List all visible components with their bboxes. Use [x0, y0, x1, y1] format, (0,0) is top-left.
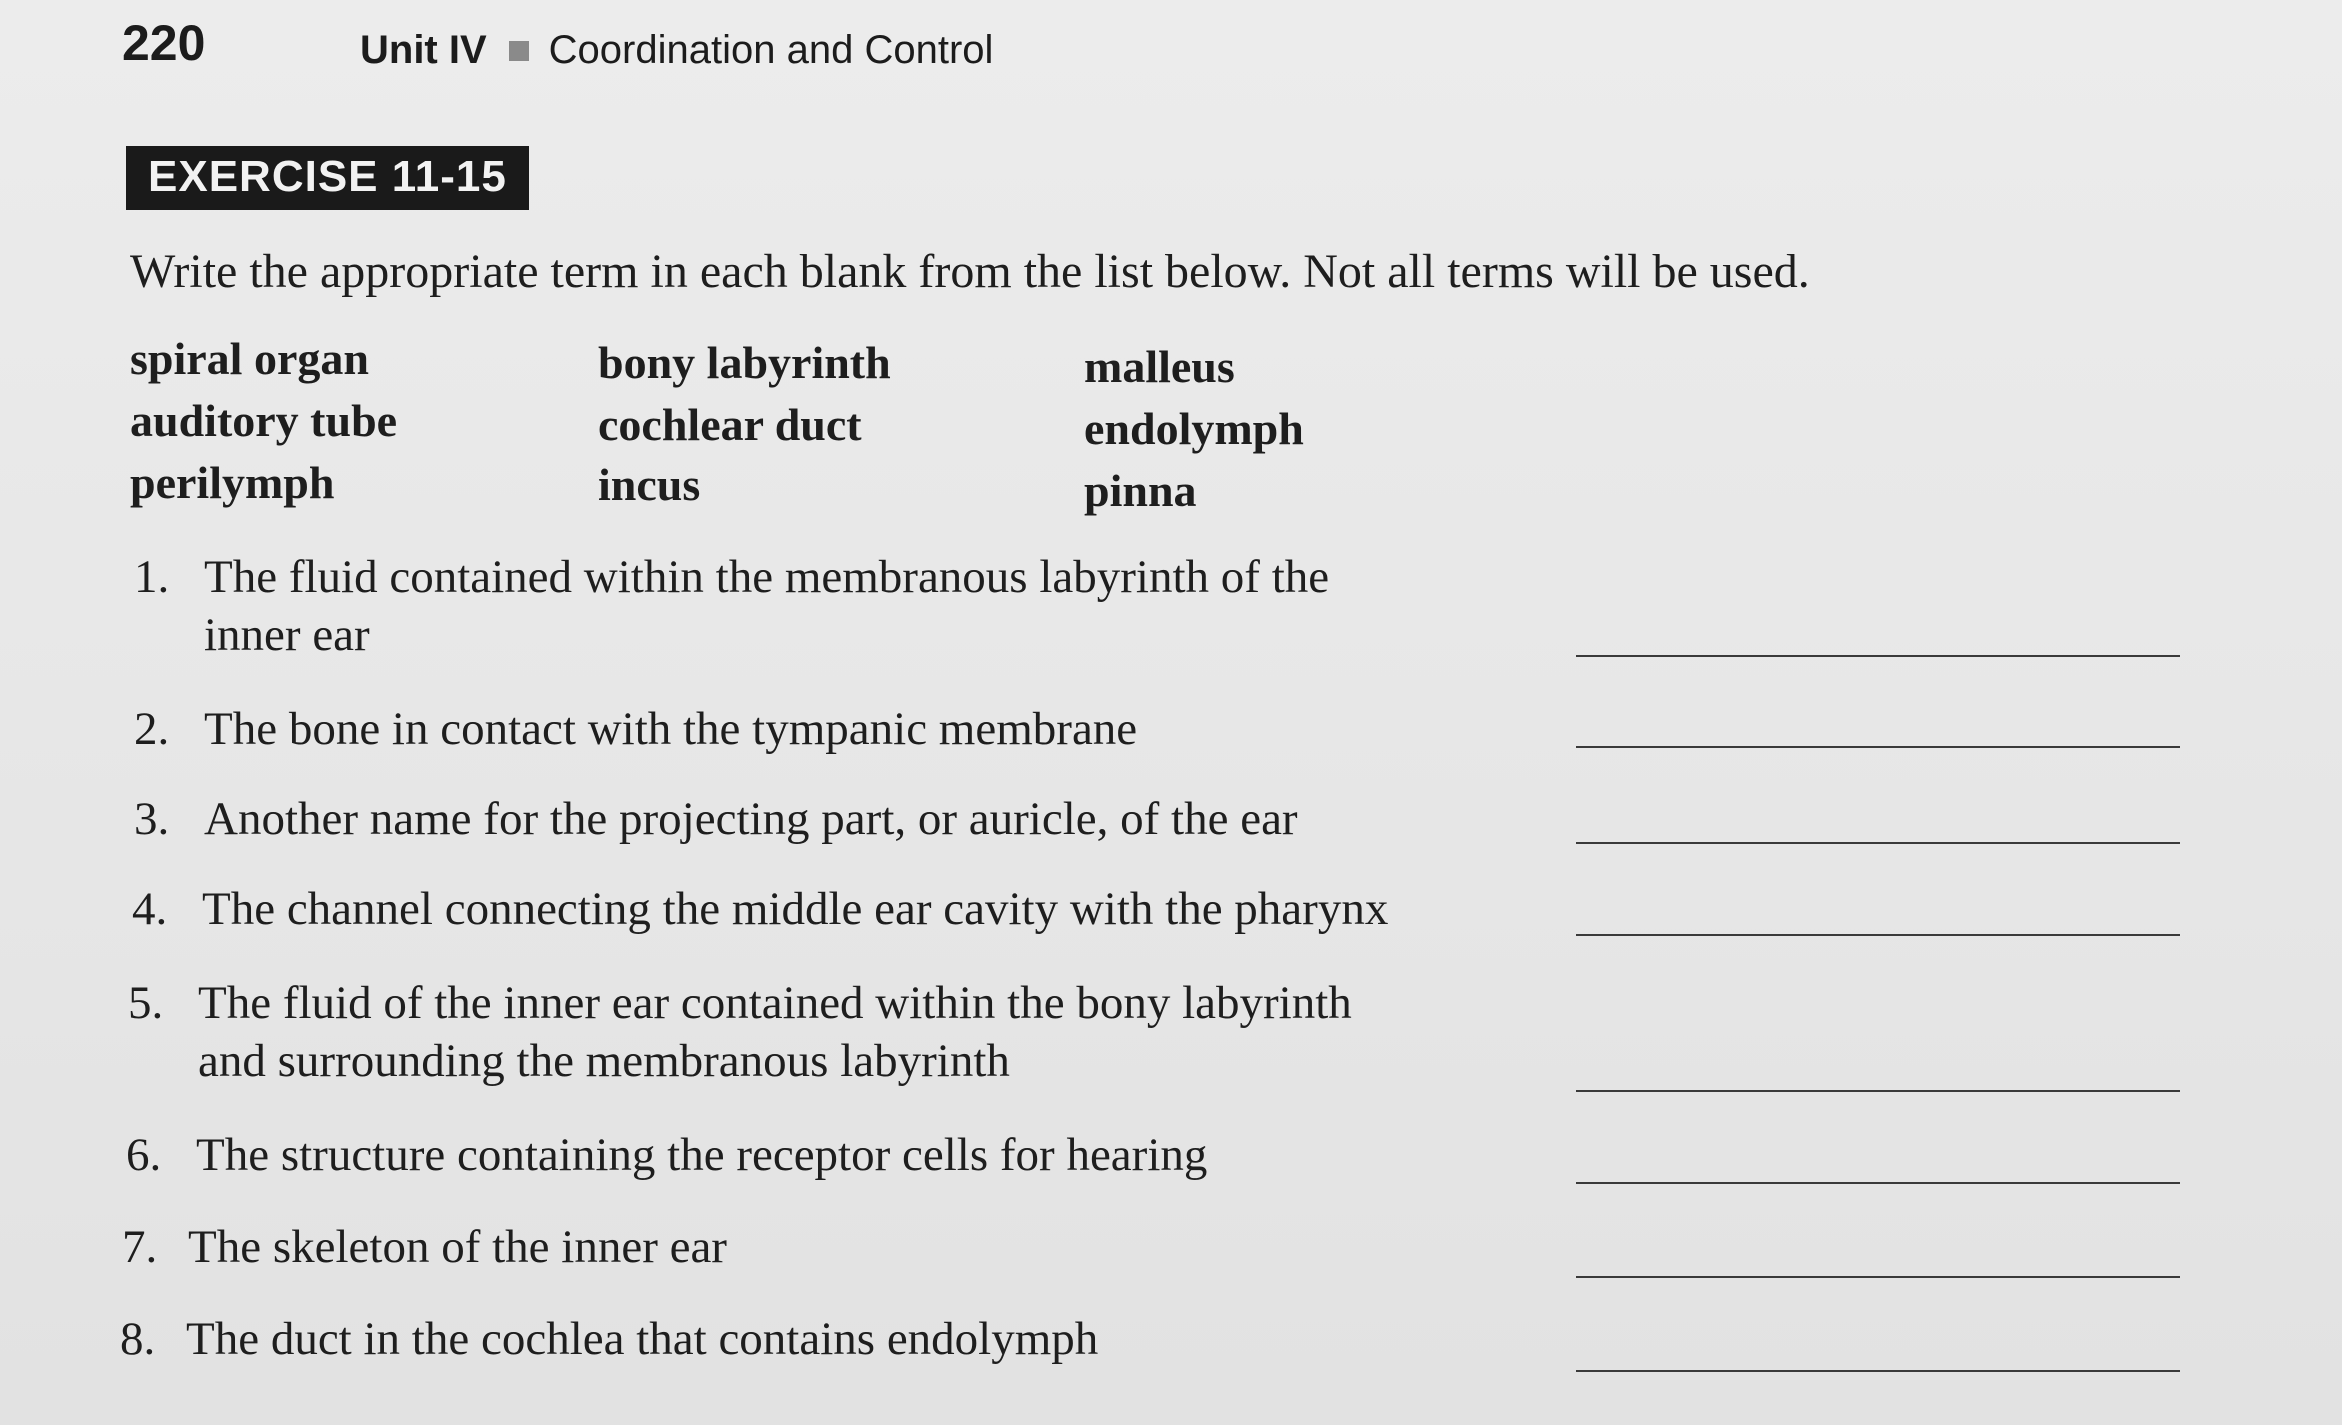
question-number: 3.: [134, 793, 170, 845]
square-bullet-icon: [509, 41, 529, 61]
term-incus: incus: [598, 459, 701, 510]
question-number: 6.: [126, 1129, 162, 1181]
term-endolymph: endolymph: [1084, 403, 1304, 454]
term-cochlear-duct: cochlear duct: [598, 399, 862, 450]
question-text: The fluid of the inner ear contained within the bony labyrinth: [198, 977, 1352, 1029]
term-auditory-tube: auditory tube: [130, 395, 398, 446]
question-item: [126, 1126, 1207, 1184]
question-item: [132, 880, 1388, 938]
running-head: [360, 28, 993, 73]
question-number: 4.: [132, 883, 168, 935]
question-item: [134, 700, 1137, 758]
question-item: [134, 790, 1298, 848]
question-text: The channel connecting the middle ear cavity with the pharynx: [202, 883, 1389, 935]
answer-blank-5[interactable]: [1576, 1090, 2180, 1092]
question-item: [122, 1218, 727, 1276]
term-malleus: malleus: [1084, 341, 1235, 392]
question-number: 8.: [120, 1313, 156, 1365]
question-text-continued: and surrounding the membranous labyrinth: [198, 1035, 1010, 1087]
question-text: The structure containing the receptor cells for hearing: [196, 1129, 1208, 1181]
section-title: Coordination and Control: [548, 28, 994, 72]
question-text: The fluid contained within the membranous labyrinth of the: [204, 551, 1330, 603]
answer-blank-3[interactable]: [1576, 842, 2180, 844]
answer-blank-1[interactable]: [1576, 655, 2180, 657]
term-pinna: pinna: [1084, 465, 1197, 516]
unit-label: Unit IV: [360, 28, 487, 72]
question-text: The bone in contact with the tympanic membrane: [204, 703, 1138, 755]
question-number: 5.: [128, 977, 164, 1029]
question-number: 2.: [134, 703, 170, 755]
question-item: [120, 1310, 1098, 1368]
answer-blank-8[interactable]: [1576, 1370, 2180, 1372]
term-perilymph: perilymph: [130, 457, 335, 508]
page-number: 220: [122, 15, 206, 71]
question-item: [134, 548, 1329, 664]
exercise-label: EXERCISE 11-15: [126, 146, 529, 210]
answer-blank-4[interactable]: [1576, 934, 2180, 936]
answer-blank-2[interactable]: [1576, 746, 2180, 748]
question-text: The duct in the cochlea that contains endolymph: [186, 1313, 1099, 1365]
question-text-continued: inner ear: [204, 609, 370, 661]
question-number: 1.: [134, 551, 170, 603]
question-text: The skeleton of the inner ear: [188, 1221, 727, 1273]
answer-blank-7[interactable]: [1576, 1276, 2180, 1278]
term-bony-labyrinth: bony labyrinth: [598, 337, 891, 388]
answer-blank-6[interactable]: [1576, 1182, 2180, 1184]
term-spiral-organ: spiral organ: [130, 333, 369, 384]
question-number: 7.: [122, 1221, 158, 1273]
question-item: [128, 974, 1352, 1090]
question-text: Another name for the projecting part, or auricle, of the ear: [204, 793, 1298, 845]
exercise-instructions: Write the appropriate term in each blank from the list below. Not all terms will be used.: [130, 245, 1810, 298]
